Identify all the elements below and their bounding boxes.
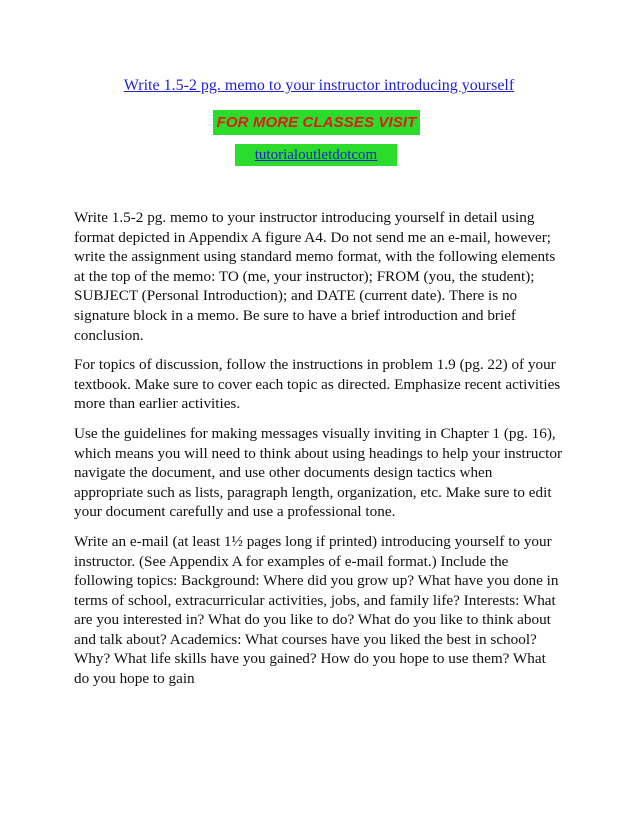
paragraph-guidelines: Use the guidelines for making messages visually inviting in Chapter 1 (pg. 16), which means you will need to think about using headings to help your instructor navigate the document, and use other documents design tactics when appropriate such as lists, paragraph length, organization, etc. Make sure to edit your document carefully and use a professional tone. [74, 424, 563, 521]
paragraph-instructions: Write 1.5-2 pg. memo to your instructor introducing yourself in detail using format depicted in Appendix A figure A4. Do not send me an e-mail, however; write the assignment using standard memo format, with the following elements at the top of the memo: TO (me, your instructor); FROM (you, the student); SUBJECT (Personal Introduction); and DATE (current date). There is no signature block in a memo. Be sure to have a brief introduction and brief conclusion. [74, 209, 556, 344]
paragraph-email-topics: Write an e-mail (at least 1½ pages long if printed) introducing yourself to your instructor. (See Appendix A for examples of e-mail format.) Include the following topics: Background: Where did you grow up? What have you done in terms of school, extracurricular activities, jobs, and family life? Interests: What are you interested in? What do you like to do? What do you like to think about and talk about? Academics: What courses have you liked the best in school? Why? What life skills have you gained? How do you hope to use them? What do you hope to gain [74, 532, 559, 688]
document-body [74, 208, 564, 699]
paragraph-topics: For topics of discussion, follow the instructions in problem 1.9 (pg. 22) of your textbook. Make sure to cover each topic as directed. Emphasize recent activities more than earlier activities. [74, 356, 561, 413]
title-link[interactable]: Write 1.5-2 pg. memo to your instructor introducing yourself [123, 77, 515, 94]
promo-link[interactable]: tutorialoutletdotcom [235, 144, 397, 166]
promo-banner: FOR MORE CLASSES VISIT [213, 110, 420, 135]
